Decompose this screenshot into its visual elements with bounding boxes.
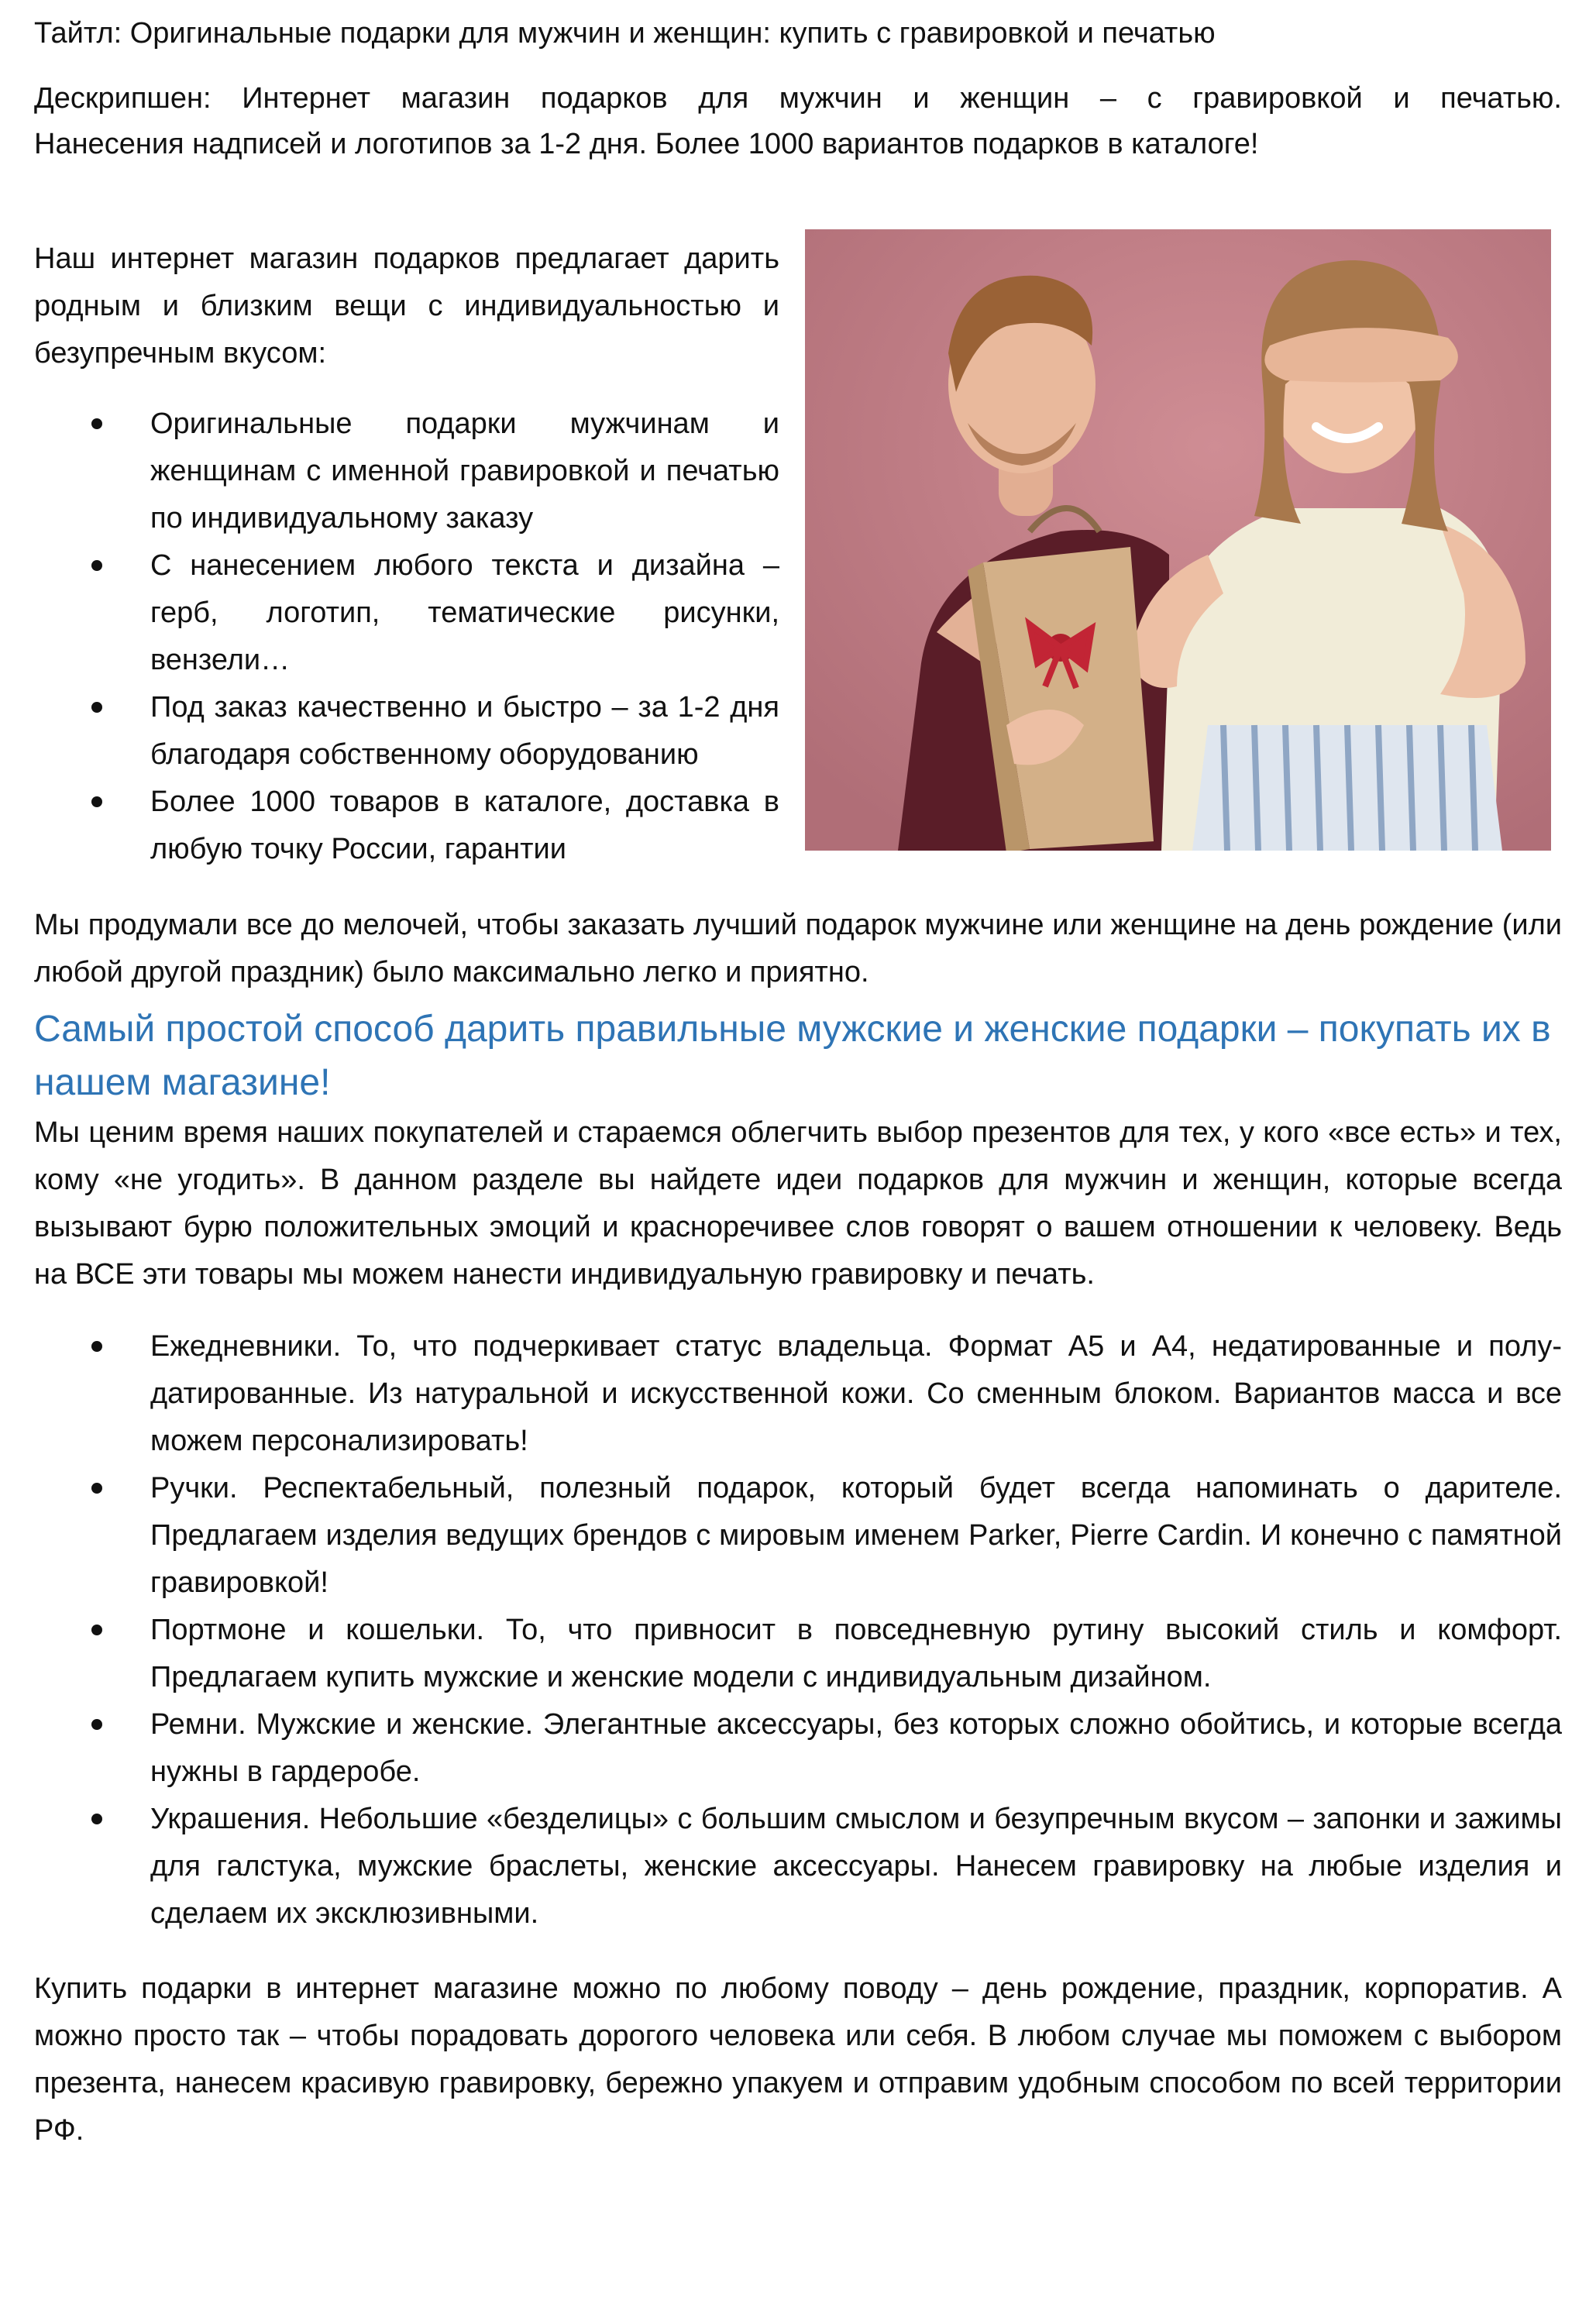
intro-paragraph: Наш интернет магазин подарков предлагает дарить родным и близким вещи с индивидуальностью и безупречным вкусом: bbox=[34, 242, 779, 370]
bullet-icon bbox=[91, 1341, 102, 1352]
bullet-icon bbox=[91, 1483, 102, 1494]
meta-title: Тайтл: Оригинальные подарки для мужчин и женщин: купить с гравировкой и печатью bbox=[34, 17, 1216, 50]
bullet-icon bbox=[91, 1814, 102, 1824]
list-item: Ежедневники. То, что подчеркивает статус владельца. Формат А5 и А4, недатированные и полу-датированные. Из натуральной и искусственной кожи. Со сменным блоком. Вариантов масса и все можем персонализировать! bbox=[34, 1323, 1562, 1465]
list-item: Портмоне и кошельки. То, что привносит в повседневную рутину высокий стиль и комфорт. Предлагаем купить мужские и женские модели с индивидуальным дизайном. bbox=[34, 1607, 1562, 1701]
intro-section bbox=[34, 236, 1562, 933]
bullet-icon bbox=[91, 702, 102, 713]
intro-bullet-list bbox=[34, 401, 779, 873]
document-page bbox=[34, 11, 1562, 2154]
couple-gift-illustration bbox=[805, 229, 1551, 851]
section-paragraph: Мы ценим время наших покупателей и стараемся облегчить выбор презентов для тех, у кого «все есть» и тех, кому «не угодить». В данном разделе вы найдете идеи подарков для мужчин и женщин, которые всегда вызывают бурю положительных эмоций и красноречивее слов говорят о вашем отношении к человеку. Ведь на ВСЕ эти товары мы можем нанести индивидуальную гравировку и печать. bbox=[34, 1116, 1562, 1291]
list-item: Ручки. Респектабельный, полезный подарок, который будет всегда напоминать о дарителе. Предлагаем изделия ведущих брендов с мировым именем Parker, Pierre Cardin. И конечно с памятной гравировкой! bbox=[34, 1465, 1562, 1607]
list-item: Ремни. Мужские и женские. Элегантные аксессуары, без которых сложно обойтись, и которые всегда нужны в гардеробе. bbox=[34, 1701, 1562, 1796]
section-heading: Самый простой способ дарить правильные мужские и женские подарки – покупать их в нашем магазине! bbox=[34, 1009, 1551, 1103]
bullet-icon bbox=[91, 1719, 102, 1730]
product-bullet-list bbox=[34, 1323, 1562, 1938]
list-item: Под заказ качественно и быстро – за 1-2 дня благодаря собственному оборудованию bbox=[34, 684, 779, 779]
list-item: Более 1000 товаров в каталоге, доставка в любую точку России, гарантии bbox=[34, 779, 779, 873]
list-item: Украшения. Небольшие «безделицы» с большим смыслом и безупречным вкусом – запонки и зажимы для галстука, мужские браслеты, женские аксессуары. Нанесем гравировку на любые изделия и сделаем их эксклюзивными. bbox=[34, 1796, 1562, 1938]
bullet-icon bbox=[91, 796, 102, 807]
bullet-icon bbox=[91, 418, 102, 429]
meta-description-line-2: Нанесения надписей и логотипов за 1-2 дня. Более 1000 вариантов подарков в каталоге! bbox=[34, 128, 1259, 160]
bullet-icon bbox=[91, 560, 102, 571]
list-item: С нанесением любого текста и дизайна – герб, логотип, тематические рисунки, вензели… bbox=[34, 542, 779, 684]
meta-description-line-1: Дескрипшен: Интернет магазин подарков для мужчин и женщин – с гравировкой и печатью. bbox=[34, 82, 1562, 115]
intro-closing-paragraph: Мы продумали все до мелочей, чтобы заказать лучший подарок мужчине или женщине на день рождение (или любой другой праздник) было максимально легко и приятно. bbox=[34, 909, 1562, 989]
couple-gift-photo bbox=[805, 229, 1551, 851]
list-item: Оригинальные подарки мужчинам и женщинам с именной гравировкой и печатью по индивидуальному заказу bbox=[34, 401, 779, 542]
closing-paragraph: Купить подарки в интернет магазине можно по любому поводу – день рождение, праздник, корпоратив. А можно просто так – чтобы порадовать дорогого человека или себя. В любом случае мы поможем с выбором презента, нанесем красивую гравировку, бережно упакуем и отправим удобным способом по всей территории РФ. bbox=[34, 1972, 1562, 2147]
bullet-icon bbox=[91, 1625, 102, 1635]
intro-text-column bbox=[34, 236, 779, 873]
